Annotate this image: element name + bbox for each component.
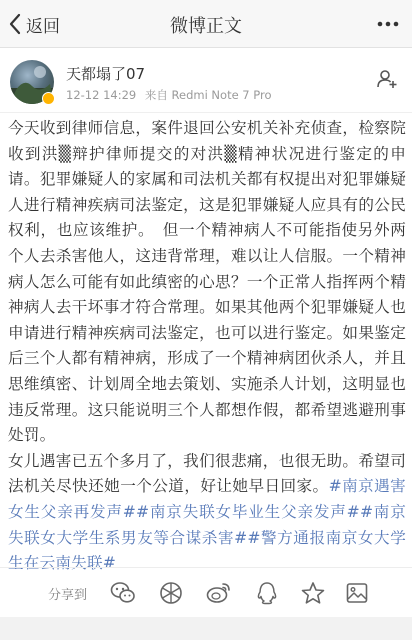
qzone-icon bbox=[301, 581, 325, 605]
author-name[interactable]: 天都塌了07 bbox=[66, 65, 146, 83]
moments-icon bbox=[159, 581, 183, 605]
share-label: 分享到 bbox=[48, 588, 88, 603]
author-header bbox=[0, 48, 412, 114]
share-qzone-button[interactable] bbox=[300, 580, 326, 606]
nav-bar bbox=[0, 0, 412, 48]
post-paragraph-2 bbox=[8, 449, 406, 577]
share-moments-button[interactable] bbox=[158, 580, 184, 606]
post-meta bbox=[66, 87, 277, 103]
qq-icon bbox=[256, 581, 278, 605]
hashtag-link[interactable]: #警方通报南京女大学生在云南失联# bbox=[8, 528, 406, 573]
post-paragraph: 今天收到律师信息，案件退回公安机关补充侦查，检察院收到洪▒辩护律师提交的对洪▒精神状况进行鉴定的申请。犯罪嫌疑人的家属和司法机关都有权提出对犯罪嫌疑人进行精神疾病司法鉴定，这是犯罪嫌疑人应具有的公民权利，也应该维护。 但一个精神病人不可能指使另外两个人去杀害他人，这违背常理，难以让人信服。一个精神病人怎么可能有如此缜密的心思？一个正常人指挥两个精神病人去干坏事才符合常理。如果其他两个犯罪嫌疑人也申请进行精神疾病司法鉴定，也可以进行鉴定。如果鉴定后三个人都有精神病，形成了一个精神病团伙杀人，并且思维缜密、计划周全地去策划、实施杀人计划，这明显也违反常理。这只能说明三个人都想作假，都希望逃避刑事处罚。 bbox=[8, 119, 406, 445]
share-weibo-button[interactable] bbox=[206, 580, 232, 606]
bottom-strip bbox=[0, 617, 412, 640]
follow-button[interactable] bbox=[374, 66, 400, 92]
save-image-icon bbox=[345, 581, 369, 605]
wechat-icon bbox=[110, 581, 136, 605]
back-label: 返回 bbox=[26, 16, 60, 37]
save-image-button[interactable] bbox=[344, 580, 370, 606]
share-wechat-button[interactable] bbox=[110, 580, 136, 606]
post-body bbox=[8, 116, 406, 577]
post-paragraph-text: 女儿遇害已五个多月了，我们很悲痛，也很无助。希望司法机关尽快还她一个公道，好让她早日回家。 bbox=[8, 451, 406, 496]
share-bar bbox=[0, 567, 412, 617]
hashtag-link[interactable]: #南京遇害女生父亲再发声# bbox=[8, 477, 406, 521]
post-source: 来自 Redmi Note 7 Pro bbox=[144, 88, 272, 102]
hashtag-link[interactable]: #南京失联女大学生系男友等合谋杀害# bbox=[8, 502, 406, 547]
weibo-icon bbox=[206, 581, 232, 605]
share-qq-button[interactable] bbox=[254, 580, 280, 606]
verified-badge bbox=[42, 92, 55, 105]
post-time: 12-12 14:29 bbox=[66, 88, 137, 102]
hashtag-link[interactable]: #南京失联女毕业生父亲发声# bbox=[136, 502, 360, 521]
follow-icon bbox=[377, 69, 397, 89]
divider bbox=[0, 112, 412, 113]
more-icon bbox=[377, 21, 399, 27]
page-title: 微博正文 bbox=[170, 16, 242, 37]
more-button[interactable] bbox=[374, 10, 402, 38]
